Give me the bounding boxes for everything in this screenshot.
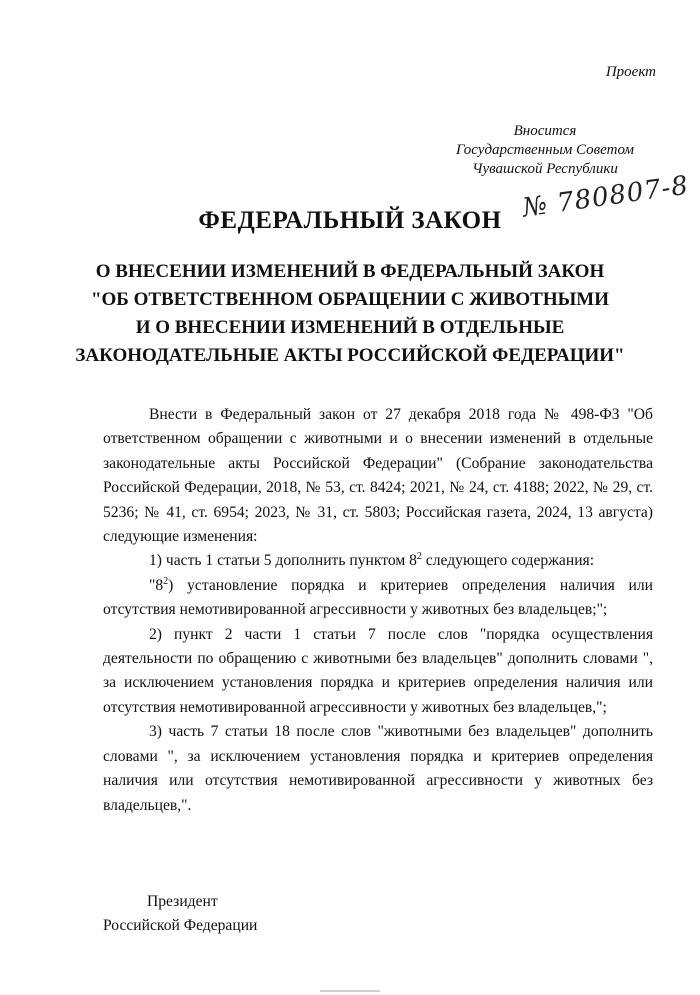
quote-superscript: 2: [163, 575, 169, 587]
amendment-item-1: [103, 549, 653, 573]
registration-number: № 780807-8: [520, 170, 691, 224]
signature-block: [103, 890, 257, 938]
quote-open: "8: [149, 576, 164, 594]
document-type-heading: ФЕДЕРАЛЬНЫЙ ЗАКОН: [198, 207, 502, 234]
submitted-line: Государственным Советом: [456, 142, 634, 158]
title-line: ЗАКОНОДАТЕЛЬНЫЕ АКТЫ РОССИЙСКОЙ ФЕДЕРАЦИИ": [75, 345, 625, 366]
amendment-item-3: 3) часть 7 статьи 18 после слов "животными без владельцев" дополнить словами ", за исключением установления порядка и критериев определения наличия или отсутствия немотивированной агрессивности у животных без владельцев,".: [103, 723, 653, 814]
amendment-item-2: 2) пункт 2 части 1 статьи 7 после слов "порядка осуществления деятельности по обращению с животными без владельцев" дополнить словами ", за исключением установления порядка и критериев определения наличия или отсутствия немотивированной агрессивности у животных без владельцев,";: [103, 625, 653, 716]
submitted-by-block: [440, 122, 650, 179]
quote-text: ) установление порядка и критериев определения наличия или отсутствия немотивированной агрессивности у животных без владельцев;";: [103, 576, 653, 619]
document-title: [60, 258, 640, 370]
item1-text: 1) часть 1 статьи 5 дополнить пунктом 8: [149, 552, 417, 570]
signature-org: Российской Федерации: [103, 917, 258, 934]
item1-text-end: следующего содержания:: [421, 552, 595, 570]
title-line: И О ВНЕСЕНИИ ИЗМЕНЕНИЙ В ОТДЕЛЬНЫЕ: [135, 317, 565, 338]
item1-superscript: 2: [416, 551, 422, 563]
document-body: [103, 403, 653, 818]
signature-title: Президент: [147, 893, 218, 910]
scan-artifact: [320, 990, 380, 992]
intro-paragraph: Внести в Федеральный закон от 27 декабря 2018 года № 498-ФЗ "Об ответственном обращении с животными и о внесении изменений в отдельные законодательные акты Российской Федерации" (Собрание законодательства Российской Федерации, 2018, № 53, ст. 8424; 2021, № 24, ст. 4188; 2022, № 29, ст. 5236; № 41, ст. 6954; 2023, № 31, ст. 5803; Российская газета, 2024, 13 августа) следующие изменения:: [103, 406, 653, 546]
title-line: О ВНЕСЕНИИ ИЗМЕНЕНИЙ В ФЕДЕРАЛЬНЫЙ ЗАКОН: [95, 261, 605, 282]
submitted-line: Чувашской Республики: [472, 161, 618, 177]
project-label: Проект: [605, 64, 656, 80]
amendment-quote: [103, 574, 653, 623]
submitted-line: Вносится: [513, 123, 577, 139]
title-line: "ОБ ОТВЕТСТВЕННОМ ОБРАЩЕНИИ С ЖИВОТНЫМИ: [90, 289, 610, 310]
